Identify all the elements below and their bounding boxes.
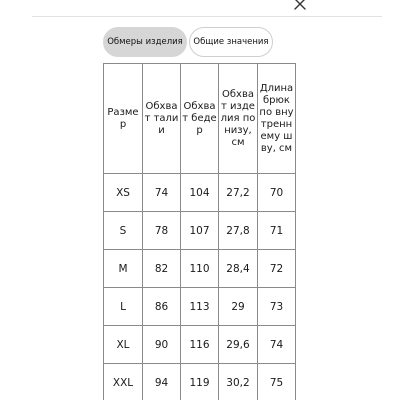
tab-measurements-label: Обмеры изделия bbox=[107, 37, 183, 47]
tab-general-values[interactable] bbox=[189, 27, 273, 57]
table-row bbox=[104, 326, 296, 364]
table-cell: M bbox=[104, 250, 143, 288]
table-cell: 29 bbox=[219, 288, 258, 326]
size-table bbox=[103, 63, 296, 400]
table-cell: 113 bbox=[181, 288, 219, 326]
table-cell: 107 bbox=[181, 212, 219, 250]
table-row bbox=[104, 212, 296, 250]
table-cell: 104 bbox=[181, 174, 219, 212]
close-icon bbox=[294, 0, 306, 10]
table-cell: 27,2 bbox=[219, 174, 258, 212]
table-cell: 29,6 bbox=[219, 326, 258, 364]
table-cell: 116 bbox=[181, 326, 219, 364]
table-cell: 86 bbox=[143, 288, 181, 326]
table-cell: 75 bbox=[258, 364, 296, 400]
table-cell: 94 bbox=[143, 364, 181, 400]
header-hips: Обхват бедер bbox=[181, 64, 219, 174]
table-cell: 28,4 bbox=[219, 250, 258, 288]
table-cell: 74 bbox=[258, 326, 296, 364]
table-cell: 27,8 bbox=[219, 212, 258, 250]
header-hem-girth: Обхват изделия по низу, см bbox=[219, 64, 258, 174]
top-divider bbox=[32, 16, 382, 17]
table-cell: 30,2 bbox=[219, 364, 258, 400]
table-cell: 72 bbox=[258, 250, 296, 288]
tab-measurements[interactable] bbox=[103, 27, 187, 57]
header-inseam-length: Длина брюк по внутреннему шву, см bbox=[258, 64, 296, 174]
table-cell: 70 bbox=[258, 174, 296, 212]
table-cell: XS bbox=[104, 174, 143, 212]
table-cell: 90 bbox=[143, 326, 181, 364]
table-row bbox=[104, 364, 296, 400]
table-cell: XXL bbox=[104, 364, 143, 400]
table-cell: 110 bbox=[181, 250, 219, 288]
table-row bbox=[104, 174, 296, 212]
table-cell: 74 bbox=[143, 174, 181, 212]
tab-general-values-label: Общие значения bbox=[193, 37, 269, 47]
header-size: Размер bbox=[104, 64, 143, 174]
table-cell: 78 bbox=[143, 212, 181, 250]
table-cell: 73 bbox=[258, 288, 296, 326]
table-header-row bbox=[104, 64, 296, 174]
table-cell: L bbox=[104, 288, 143, 326]
table-cell: 119 bbox=[181, 364, 219, 400]
table-cell: 82 bbox=[143, 250, 181, 288]
table-row bbox=[104, 288, 296, 326]
table-cell: 71 bbox=[258, 212, 296, 250]
table-cell: XL bbox=[104, 326, 143, 364]
table-row bbox=[104, 250, 296, 288]
header-waist: Обхват талии bbox=[143, 64, 181, 174]
close-button[interactable] bbox=[294, 0, 310, 10]
table-cell: S bbox=[104, 212, 143, 250]
